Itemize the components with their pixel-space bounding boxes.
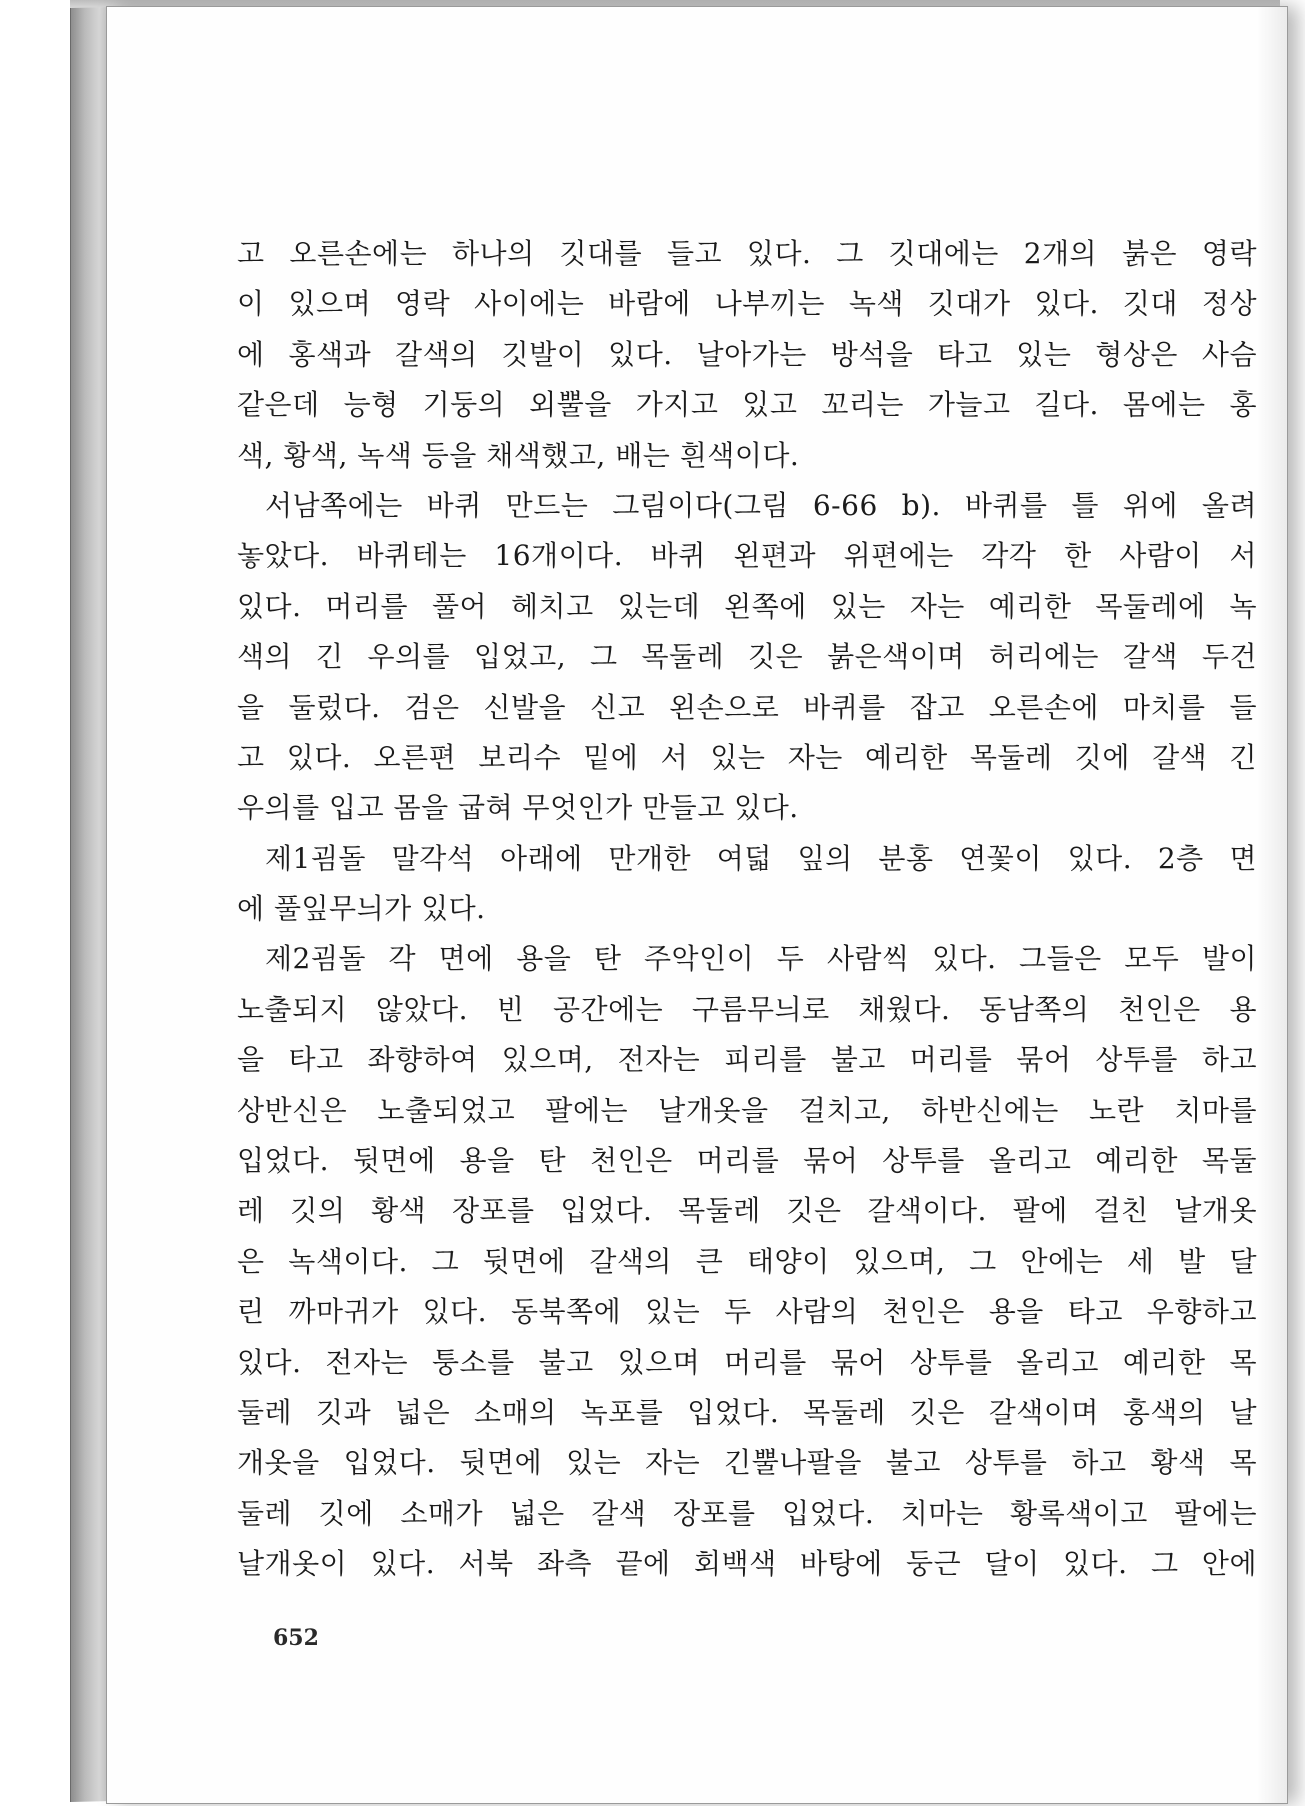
text-line: 제1굄돌 말각석 아래에 만개한 여덟 잎의 분홍 연꽃이 있다. 2층 면: [265, 841, 1257, 875]
text-line: 노출되지 않았다. 빈 공간에는 구름무늬로 채웠다. 동남쪽의 천인은 용: [237, 992, 1257, 1026]
text-line: 에 홍색과 갈색의 깃발이 있다. 날아가는 방석을 타고 있는 형상은 사슴: [237, 337, 1257, 371]
text-line: 제2굄돌 각 면에 용을 탄 주악인이 두 사람씩 있다. 그들은 모두 발이: [265, 942, 1257, 976]
text-line: 은 녹색이다. 그 뒷면에 갈색의 큰 태양이 있으며, 그 안에는 세 발 달: [237, 1244, 1257, 1278]
text-line: 색의 긴 우의를 입었고, 그 목둘레 깃은 붉은색이며 허리에는 갈색 두건: [237, 640, 1257, 674]
page-shade: [1257, 7, 1287, 1803]
text-line: 입었다. 뒷면에 용을 탄 천인은 머리를 묶어 상투를 올리고 예리한 목둘: [237, 1144, 1257, 1178]
book-spine: [70, 7, 109, 1802]
text-line: 색, 황색, 녹색 등을 채색했고, 배는 흰색이다.: [237, 438, 800, 472]
text-line: 고 오른손에는 하나의 깃대를 들고 있다. 그 깃대에는 2개의 붉은 영락: [237, 237, 1257, 270]
text-line: 고 있다. 오른편 보리수 밑에 서 있는 자는 예리한 목둘레 깃에 갈색 긴: [237, 740, 1257, 774]
text-line: 둘레 깃에 소매가 넓은 갈색 장포를 입었다. 치마는 황록색이고 팔에는: [237, 1496, 1257, 1530]
text-line: 있다. 머리를 풀어 헤치고 있는데 왼쪽에 있는 자는 예리한 목둘레에 녹: [237, 589, 1257, 623]
page-number: 652: [273, 1625, 319, 1651]
text-line: 우의를 입고 몸을 굽혀 무엇인가 만들고 있다.: [237, 791, 799, 825]
text-line: 레 깃의 황색 장포를 입었다. 목둘레 깃은 갈색이다. 팔에 걸친 날개옷: [237, 1194, 1257, 1228]
text-line: 이 있으며 영락 사이에는 바람에 나부끼는 녹색 깃대가 있다. 깃대 정상: [237, 287, 1257, 321]
text-line: 에 풀잎무늬가 있다.: [237, 892, 486, 926]
book-page: [106, 6, 1288, 1804]
text-line: 있다. 전자는 퉁소를 불고 있으며 머리를 묶어 상투를 올리고 예리한 목: [237, 1345, 1257, 1379]
body-text: [237, 229, 1257, 1590]
text-line: 같은데 능형 기둥의 외뿔을 가지고 있고 꼬리는 가늘고 길다. 몸에는 홍: [237, 388, 1257, 422]
text-line: 을 타고 좌향하여 있으며, 전자는 피리를 불고 머리를 묶어 상투를 하고: [237, 1043, 1257, 1077]
text-line: 둘레 깃과 넓은 소매의 녹포를 입었다. 목둘레 깃은 갈색이며 홍색의 날: [237, 1395, 1257, 1429]
text-line: 을 둘렀다. 검은 신발을 신고 왼손으로 바퀴를 잡고 오른손에 마치를 들: [237, 690, 1257, 724]
text-line: 상반신은 노출되었고 팔에는 날개옷을 걸치고, 하반신에는 노란 치마를: [237, 1093, 1257, 1127]
text-line: 서남쪽에는 바퀴 만드는 그림이다(그림 6-66 b). 바퀴를 틀 위에 올려: [265, 488, 1257, 522]
text-line: 날개옷이 있다. 서북 좌측 끝에 회백색 바탕에 둥근 달이 있다. 그 안에: [237, 1547, 1257, 1581]
text-line: 놓았다. 바퀴테는 16개이다. 바퀴 왼편과 위편에는 각각 한 사람이 서: [237, 539, 1257, 573]
text-line: 린 까마귀가 있다. 동북쪽에 있는 두 사람의 천인은 용을 타고 우향하고: [237, 1295, 1257, 1329]
text-line: 개옷을 입었다. 뒷면에 있는 자는 긴뿔나팔을 불고 상투를 하고 황색 목: [237, 1446, 1257, 1480]
